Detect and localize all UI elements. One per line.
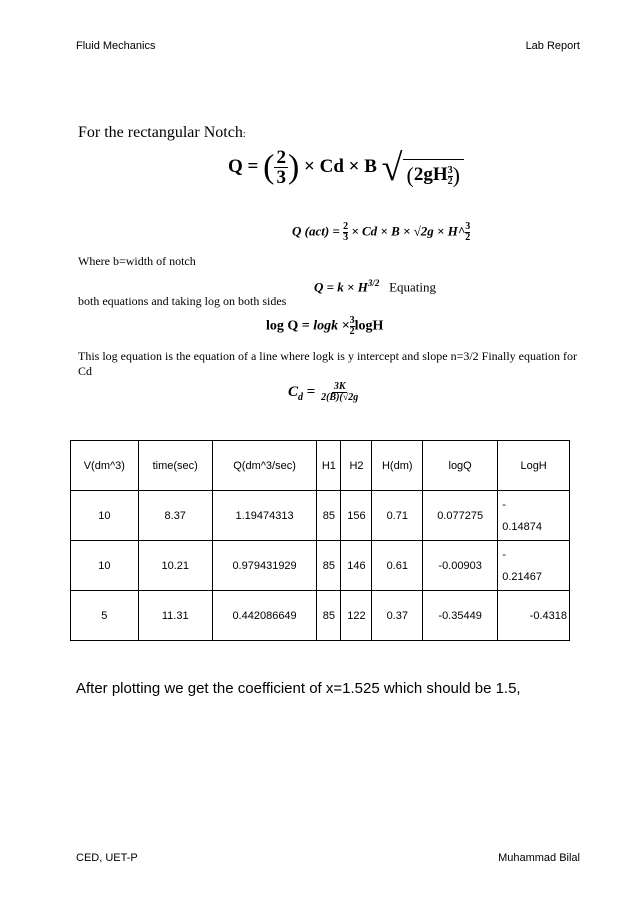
eq1-frac-den: 3 (276, 167, 286, 188)
eq2-lhs: Q (act) = (292, 223, 340, 239)
table-cell: 146 (341, 541, 372, 591)
table-cell: 0.37 (372, 591, 423, 641)
heading-text: For the rectangular Notch (78, 124, 243, 141)
eq2-rhs: × Cd × B × √2g × H^ (351, 223, 466, 239)
page-footer-left: CED, UET-P (76, 852, 138, 864)
eq2-exp-den: 2 (465, 232, 471, 243)
equation-actual-discharge (292, 222, 470, 243)
page-header-left: Fluid Mechanics (76, 40, 156, 52)
table-cell: 10.21 (138, 541, 212, 591)
eq1-sqrt (381, 146, 464, 189)
col-header: time(sec) (138, 441, 212, 491)
table-cell: 0.077275 (423, 491, 498, 541)
eq5-lhs: C (288, 383, 299, 400)
logh-value: 0.14874 (502, 520, 542, 533)
eq5-fraction (319, 382, 360, 403)
eq5-den: 2(B)(√2g (321, 392, 359, 403)
page-header-right: Lab Report (525, 40, 580, 52)
eq3-after: Equating (389, 279, 437, 295)
eq2-frac-num: 2 (343, 221, 349, 232)
sqrt-icon: √ (381, 146, 403, 189)
equation-discharge (228, 148, 464, 187)
conclusion-text: After plotting we get the coefficient of x=1.525 which should be 1.5, (76, 680, 521, 697)
eq1-root-body: (2gH $\frac{3}{2}$ ) (403, 159, 464, 187)
table-cell: 5 (71, 591, 139, 641)
paragraph-width: Where b=width of notch (78, 254, 196, 268)
table-cell: 85 (317, 541, 341, 591)
eq1-lhs: Q = (228, 155, 259, 177)
col-header: H(dm) (372, 441, 423, 491)
table-cell: -0.00903 (423, 541, 498, 591)
eq4-mid: logk × (313, 318, 350, 334)
equation-cd (288, 382, 360, 403)
eq4-rhs: logH (354, 318, 384, 334)
eq4-frac-den: 2 (349, 326, 355, 337)
section-heading (78, 124, 246, 142)
eq3-exp: 3/2 (367, 278, 380, 288)
table-cell: -0.35449 (423, 591, 498, 641)
col-header: H2 (341, 441, 372, 491)
table-cell-logh (498, 491, 570, 541)
eq2-frac-den: 3 (343, 232, 349, 243)
table-header-row (71, 441, 570, 491)
eq5-num: 3K (333, 381, 346, 392)
table-cell: 156 (341, 491, 372, 541)
eq4-frac-num: 3 (349, 315, 355, 326)
table-cell: 8.37 (138, 491, 212, 541)
logh-sign: - (502, 498, 506, 511)
col-header: V(dm^3) (71, 441, 139, 491)
col-header: Q(dm^3/sec) (212, 441, 317, 491)
col-header: logQ (423, 441, 498, 491)
eq2-exponent (465, 222, 470, 243)
heading-colon: : (242, 129, 246, 140)
eq1-frac-num: 2 (276, 147, 286, 168)
col-header: LogH (498, 441, 570, 491)
table-row (71, 591, 570, 641)
table-cell: 85 (317, 591, 341, 641)
logh-value: 0.21467 (502, 570, 542, 583)
table-cell: 10 (71, 491, 139, 541)
equation-log (266, 316, 383, 337)
table-cell: 85 (317, 491, 341, 541)
eq1-open-paren: ( (263, 148, 275, 186)
table-cell: 0.61 (372, 541, 423, 591)
eq3-expr: Q = k × H (314, 279, 368, 295)
eq1-root-text: 2gH (413, 163, 448, 185)
table-cell: 1.19474313 (212, 491, 317, 541)
equation-power-law (314, 278, 436, 295)
table-cell: 0.979431929 (212, 541, 317, 591)
eq5-sub: d (298, 391, 304, 403)
paragraph-log-line: This log equation is the equation of a line where logk is y intercept and slope n=3/2 Finally equation for Cd (78, 349, 577, 378)
table-cell: 122 (341, 591, 372, 641)
eq4-lhs: log Q = (266, 318, 310, 334)
eq1-mid: × Cd × B (304, 155, 377, 177)
eq5-equals: = (306, 383, 316, 400)
eq1-fraction (274, 148, 288, 187)
logh-value: -0.4318 (529, 609, 567, 622)
table-row (71, 541, 570, 591)
table-cell: 11.31 (138, 591, 212, 641)
table-cell: 0.442086649 (212, 591, 317, 641)
table-cell: 10 (71, 541, 139, 591)
eq2-exp-num: 3 (465, 221, 471, 232)
eq1-exp-den: 2 (447, 175, 453, 187)
table-cell: 0.71 (372, 491, 423, 541)
paragraph-equating: both equations and taking log on both sides (78, 294, 287, 308)
col-header: H1 (317, 441, 341, 491)
eq1-exp-num: 3 (447, 164, 453, 176)
table-row (71, 491, 570, 541)
results-table (70, 440, 570, 641)
page-footer-right: Muhammad Bilal (498, 852, 580, 864)
logh-sign: - (502, 548, 506, 561)
table-cell-logh (498, 541, 570, 591)
table-cell (498, 591, 570, 641)
eq1-close-paren: ) (287, 148, 300, 186)
eq2-fraction (343, 222, 348, 243)
